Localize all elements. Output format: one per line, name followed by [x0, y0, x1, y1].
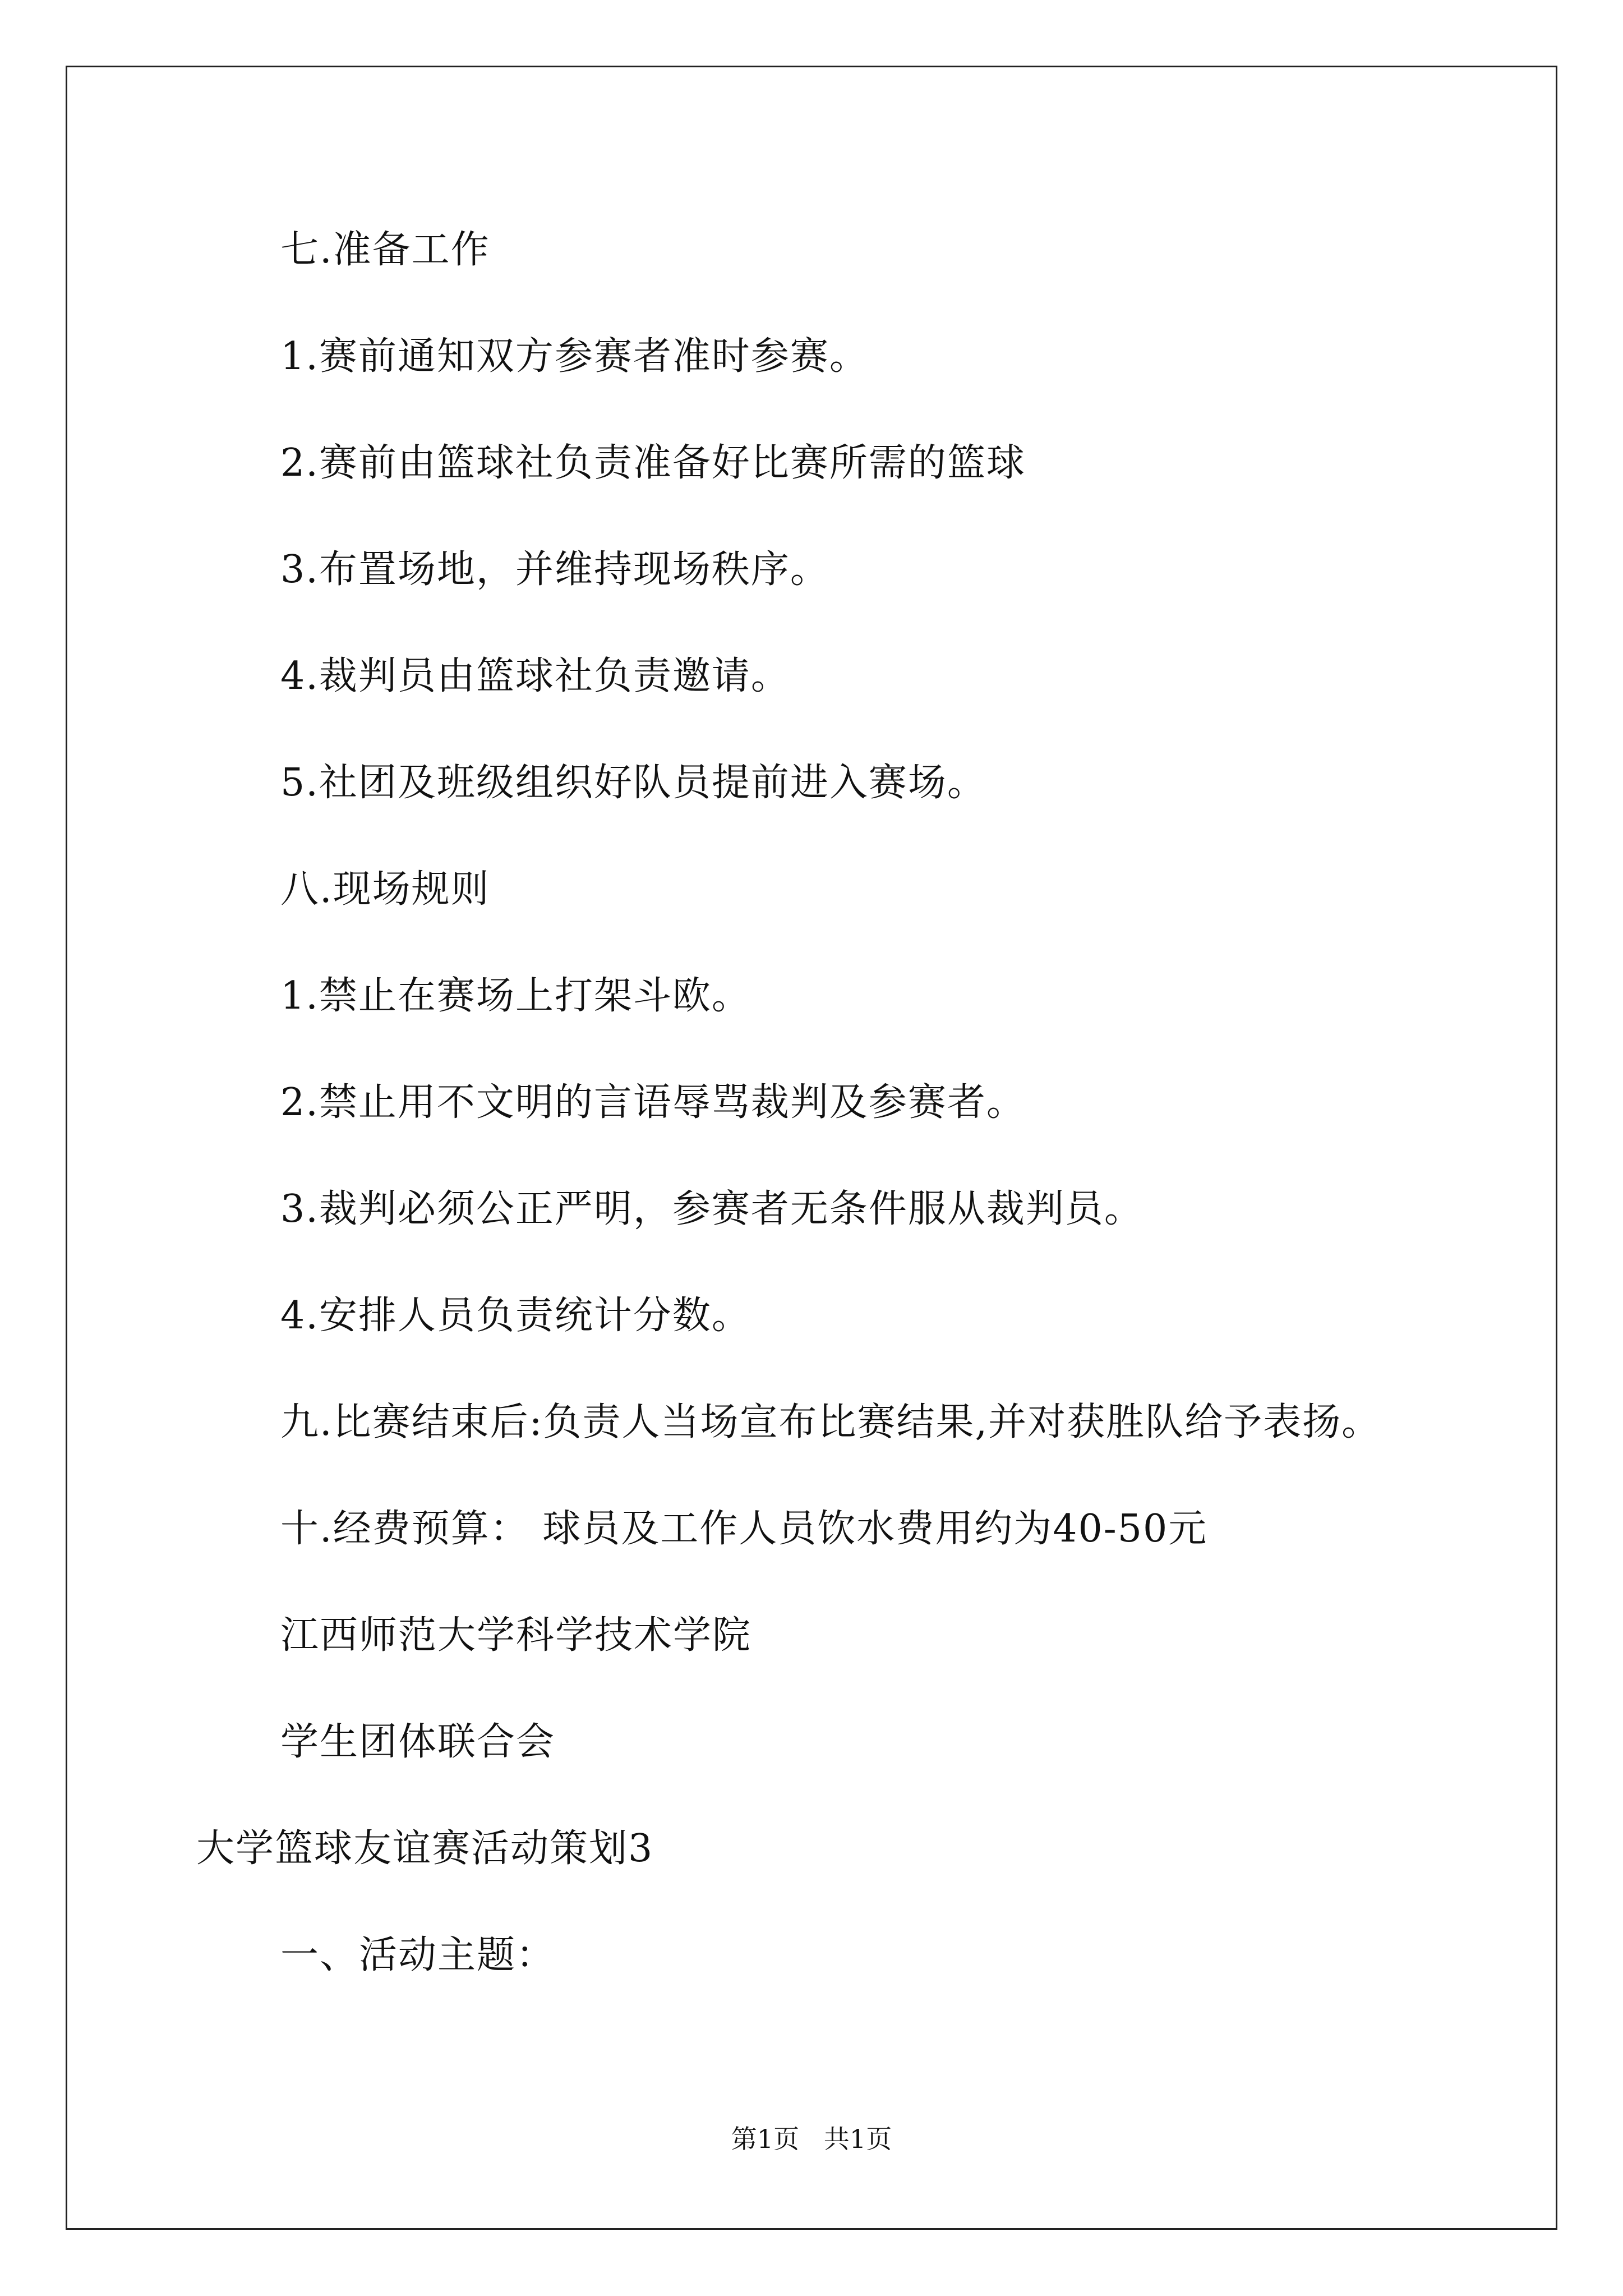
list-item: 3.裁判必须公正严明，参赛者无条件服从裁判员。 — [280, 1187, 1144, 1231]
list-item: 2.禁止用不文明的言语辱骂裁判及参赛者。 — [280, 1080, 1026, 1125]
list-item: 3.布置场地，并维持现场秩序。 — [280, 547, 829, 592]
section-heading-rules: 八.现场规则 — [280, 867, 490, 912]
section-heading-theme: 一、活动主题： — [280, 1933, 556, 1977]
organization-name: 江西师范大学科学技术学院 — [280, 1613, 752, 1658]
organization-subname: 学生团体联合会 — [280, 1720, 556, 1764]
list-item: 5.社团及班级组织好队员提前进入赛场。 — [280, 761, 986, 805]
list-item: 1.赛前通知双方参赛者准时参赛。 — [280, 334, 869, 379]
list-item: 2.赛前由篮球社负责准备好比赛所需的篮球 — [280, 441, 1026, 485]
list-item: 4.安排人员负责统计分数。 — [280, 1294, 751, 1338]
section-heading-preparation: 七.准备工作 — [280, 228, 490, 272]
section-heading-after-match: 九.比赛结束后:负责人当场宣布比赛结果,并对获胜队给予表扬。 — [280, 1400, 1381, 1444]
list-item: 1.禁止在赛场上打架斗欧。 — [280, 974, 751, 1018]
list-item: 4.裁判员由篮球社负责邀请。 — [280, 654, 790, 698]
section-heading-budget: 十.经费预算： 球员及工作人员饮水费用约为40-50元 — [280, 1507, 1208, 1551]
page-border — [66, 66, 1557, 2230]
document-title: 大学篮球友谊赛活动策划3 — [196, 1826, 654, 1871]
page-footer: 第1页 共1页 — [731, 2124, 892, 2154]
